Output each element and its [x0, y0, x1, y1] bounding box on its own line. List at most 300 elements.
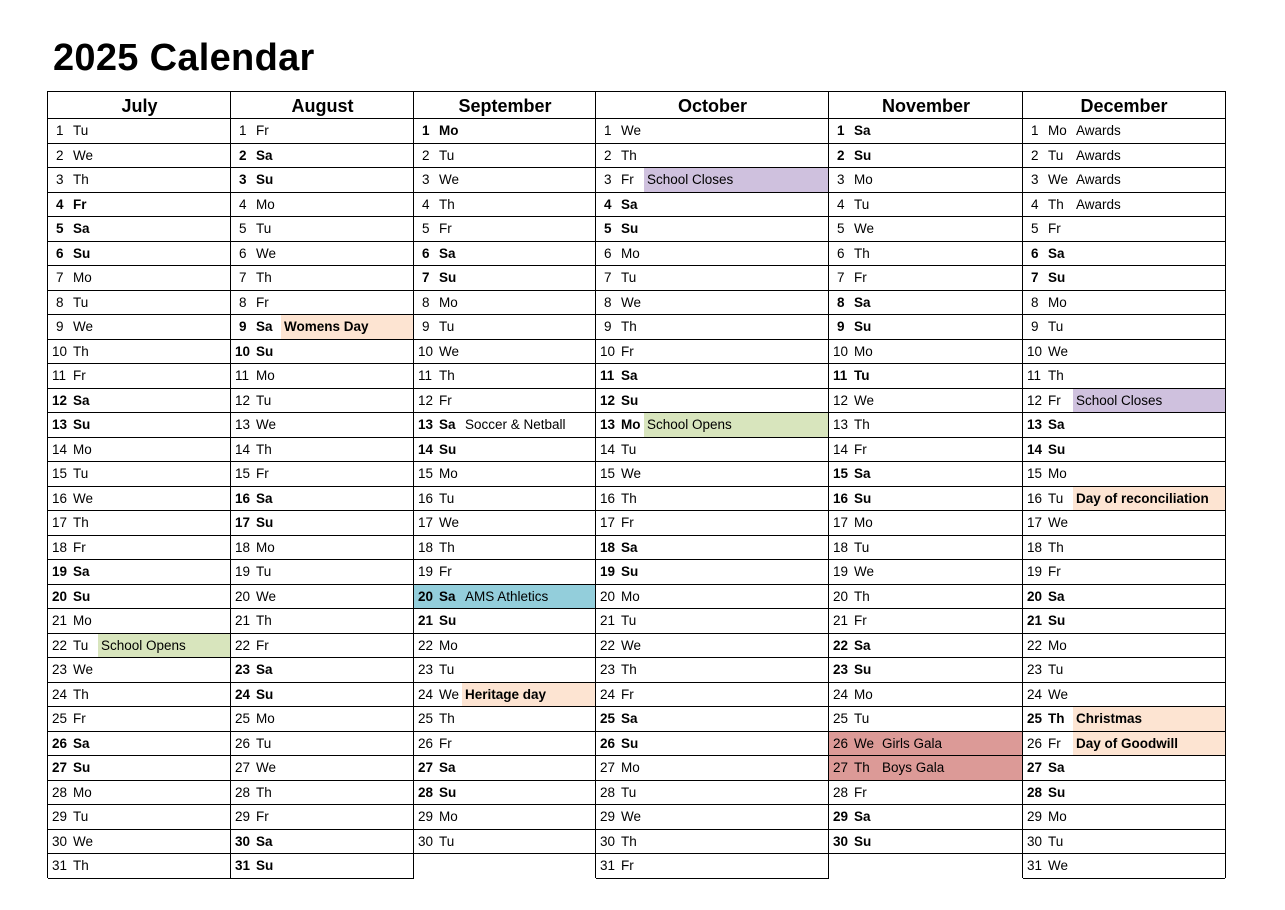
weekday-label: Th — [1048, 368, 1064, 383]
month-column-december — [1022, 91, 1226, 878]
event-label: Awards — [1076, 172, 1121, 187]
weekday-label: Fr — [256, 294, 269, 310]
day-cell — [48, 364, 231, 389]
day-number: 10 — [235, 343, 251, 359]
day-cell — [231, 658, 414, 683]
weekday-label: Su — [439, 784, 457, 800]
weekday-label: Su — [621, 564, 639, 579]
day-cell — [231, 340, 414, 365]
day-number: 23 — [52, 662, 68, 677]
day-cell — [231, 266, 414, 291]
weekday-label: Mo — [439, 294, 458, 310]
day-number: 16 — [1027, 490, 1043, 506]
day-cell — [1023, 536, 1225, 561]
day-number: 25 — [600, 711, 616, 726]
weekday-label: Fr — [439, 221, 452, 236]
weekday-label: Tu — [1048, 319, 1064, 334]
day-number: 19 — [418, 564, 434, 579]
day-cell — [1023, 315, 1225, 340]
day-cell — [1023, 364, 1225, 389]
day-cell — [48, 389, 231, 414]
day-number: 15 — [1027, 466, 1043, 481]
weekday-label: We — [854, 221, 875, 236]
weekday-label: Tu — [439, 319, 455, 334]
day-cell — [1023, 340, 1225, 365]
weekday-label: Sa — [854, 294, 871, 310]
day-number: 1 — [422, 123, 430, 138]
weekday-label: Mo — [1048, 809, 1067, 824]
event-label: Womens Day — [281, 315, 414, 339]
weekday-label: Sa — [854, 466, 871, 481]
weekday-label: Su — [256, 686, 274, 702]
day-cell — [231, 854, 414, 879]
weekday-label: Th — [854, 760, 870, 775]
day-cell — [1023, 634, 1225, 659]
day-cell — [829, 193, 1023, 218]
weekday-label: Fr — [1048, 735, 1061, 751]
day-cell — [829, 487, 1023, 512]
month-header: September — [414, 91, 596, 119]
weekday-label: Su — [621, 221, 639, 236]
day-number: 18 — [52, 539, 68, 555]
weekday-label: Tu — [854, 196, 870, 212]
day-number: 11 — [52, 368, 67, 383]
day-number: 25 — [418, 711, 434, 726]
day-cell — [48, 462, 231, 487]
day-number: 5 — [837, 221, 845, 236]
day-number: 23 — [418, 662, 434, 677]
day-number: 27 — [833, 760, 849, 775]
weekday-label: Tu — [439, 147, 455, 163]
day-number: 12 — [600, 392, 616, 408]
day-number: 17 — [1027, 515, 1043, 530]
weekday-label: Tu — [621, 784, 637, 800]
day-number: 18 — [833, 539, 849, 555]
weekday-label: Mo — [854, 172, 873, 187]
day-number: 24 — [418, 686, 434, 702]
day-cell — [414, 217, 596, 242]
day-number: 22 — [600, 637, 616, 653]
day-cell — [414, 438, 596, 463]
weekday-label: Mo — [621, 417, 641, 432]
weekday-label: Th — [256, 784, 272, 800]
day-cell — [829, 830, 1023, 855]
day-number: 2 — [56, 147, 64, 163]
day-cell — [48, 413, 231, 438]
day-cell — [829, 658, 1023, 683]
day-cell — [829, 438, 1023, 463]
day-cell — [48, 536, 231, 561]
day-number: 27 — [52, 760, 68, 775]
day-cell — [1023, 756, 1225, 781]
event-label: Boys Gala — [882, 760, 945, 775]
day-cell — [829, 756, 1023, 781]
day-number: 4 — [56, 196, 64, 212]
day-cell — [829, 634, 1023, 659]
day-cell — [829, 364, 1023, 389]
weekday-label: Mo — [256, 711, 275, 726]
day-cell — [414, 315, 596, 340]
day-cell — [1023, 266, 1225, 291]
day-cell — [829, 585, 1023, 610]
day-cell — [596, 242, 829, 267]
day-number: 4 — [604, 196, 612, 212]
day-number: 6 — [239, 245, 247, 261]
weekday-label: Su — [854, 147, 872, 163]
day-number: 20 — [600, 588, 616, 604]
weekday-label: Fr — [854, 441, 867, 457]
day-cell — [1023, 389, 1225, 414]
day-number: 12 — [833, 392, 849, 408]
weekday-label: We — [73, 147, 94, 163]
day-number: 11 — [235, 368, 250, 383]
day-cell — [596, 511, 829, 536]
weekday-label: Sa — [256, 662, 273, 677]
day-cell — [48, 756, 231, 781]
day-number: 3 — [1031, 172, 1039, 187]
day-cell — [596, 462, 829, 487]
day-cell — [829, 781, 1023, 806]
day-cell — [48, 315, 231, 340]
day-cell — [48, 511, 231, 536]
weekday-label: Su — [73, 588, 91, 604]
weekday-label: We — [439, 686, 460, 702]
day-cell — [596, 634, 829, 659]
weekday-label: We — [73, 490, 94, 506]
weekday-label: Tu — [854, 368, 870, 383]
day-number: 30 — [833, 833, 849, 849]
day-number: 23 — [235, 662, 251, 677]
weekday-label: Th — [1048, 539, 1064, 555]
day-number: 14 — [52, 441, 68, 457]
day-number: 22 — [833, 637, 849, 653]
day-cell — [48, 266, 231, 291]
day-number: 24 — [52, 686, 68, 702]
day-cell — [231, 217, 414, 242]
day-cell — [231, 438, 414, 463]
day-cell — [414, 266, 596, 291]
day-cell — [829, 683, 1023, 708]
weekday-label: We — [73, 833, 94, 849]
day-number: 4 — [1031, 196, 1039, 212]
day-cell — [596, 389, 829, 414]
day-number: 13 — [418, 417, 434, 432]
day-number: 8 — [1031, 294, 1039, 310]
day-cell — [414, 168, 596, 193]
weekday-label: Tu — [439, 833, 455, 849]
day-number: 14 — [418, 441, 434, 457]
day-number: 22 — [235, 637, 251, 653]
day-cell — [231, 756, 414, 781]
day-cell — [231, 585, 414, 610]
day-number: 27 — [235, 760, 251, 775]
day-number: 12 — [52, 392, 68, 408]
weekday-label: Su — [1048, 441, 1066, 457]
day-cell — [829, 242, 1023, 267]
weekday-label: Tu — [1048, 490, 1064, 506]
day-number: 23 — [833, 662, 849, 677]
weekday-label: Fr — [256, 809, 269, 824]
day-number: 21 — [418, 613, 434, 628]
day-number: 12 — [235, 392, 251, 408]
day-cell — [231, 536, 414, 561]
weekday-label: Mo — [1048, 466, 1067, 481]
day-cell — [48, 340, 231, 365]
day-cell — [48, 144, 231, 169]
page-title: 2025 Calendar — [53, 37, 315, 79]
day-number: 31 — [600, 858, 616, 873]
weekday-label: Th — [621, 490, 637, 506]
day-number: 8 — [604, 294, 612, 310]
day-number: 10 — [600, 343, 616, 359]
weekday-label: Mo — [256, 196, 275, 212]
day-number: 16 — [418, 490, 434, 506]
day-cell — [596, 291, 829, 316]
day-number: 25 — [833, 711, 849, 726]
weekday-label: Su — [73, 760, 91, 775]
day-cell — [414, 144, 596, 169]
day-number: 24 — [235, 686, 251, 702]
day-cell — [231, 560, 414, 585]
day-number: 12 — [1027, 392, 1043, 408]
weekday-label: Tu — [73, 466, 89, 481]
day-number: 18 — [418, 539, 434, 555]
day-cell — [414, 830, 596, 855]
day-cell — [48, 560, 231, 585]
weekday-label: Su — [854, 833, 872, 849]
day-cell — [1023, 781, 1225, 806]
event-label: Awards — [1076, 147, 1121, 163]
day-number: 26 — [235, 735, 251, 751]
day-number: 16 — [600, 490, 616, 506]
weekday-label: Su — [1048, 613, 1066, 628]
weekday-label: Mo — [73, 270, 92, 285]
day-cell — [414, 732, 596, 757]
day-number: 16 — [52, 490, 68, 506]
day-cell — [231, 364, 414, 389]
day-number: 28 — [1027, 784, 1043, 800]
weekday-label: Su — [1048, 270, 1066, 285]
weekday-label: Fr — [621, 515, 634, 530]
day-number: 1 — [1031, 123, 1039, 138]
day-number: 30 — [52, 833, 68, 849]
day-cell — [231, 119, 414, 144]
day-cell — [414, 658, 596, 683]
weekday-label: We — [73, 662, 94, 677]
weekday-label: Tu — [73, 123, 89, 138]
day-cell — [596, 609, 829, 634]
event-label: School Opens — [644, 413, 829, 437]
day-cell — [829, 144, 1023, 169]
day-cell — [48, 707, 231, 732]
day-number: 2 — [239, 147, 247, 163]
weekday-label: Mo — [621, 245, 640, 261]
day-cell — [231, 413, 414, 438]
day-number: 6 — [1031, 245, 1039, 261]
day-cell — [596, 658, 829, 683]
day-number: 29 — [833, 809, 849, 824]
weekday-label: We — [1048, 515, 1069, 530]
day-number: 26 — [52, 735, 68, 751]
weekday-label: Sa — [73, 221, 90, 236]
weekday-label: We — [854, 735, 875, 751]
weekday-label: Sa — [439, 760, 456, 775]
day-number: 9 — [837, 319, 845, 334]
day-cell — [1023, 119, 1225, 144]
day-number: 5 — [1031, 221, 1039, 236]
day-number: 9 — [604, 319, 612, 334]
day-cell — [414, 389, 596, 414]
weekday-label: Tu — [621, 441, 637, 457]
weekday-label: Su — [854, 490, 872, 506]
weekday-label: Tu — [854, 539, 870, 555]
day-cell — [829, 315, 1023, 340]
empty-day-cell — [414, 854, 596, 879]
day-cell — [596, 756, 829, 781]
day-cell — [1023, 560, 1225, 585]
day-cell — [1023, 609, 1225, 634]
day-cell — [596, 830, 829, 855]
day-cell — [1023, 683, 1225, 708]
day-cell — [1023, 585, 1225, 610]
day-number: 2 — [422, 147, 430, 163]
weekday-label: Th — [621, 662, 637, 677]
day-cell — [596, 364, 829, 389]
weekday-label: Tu — [621, 613, 637, 628]
day-number: 30 — [235, 833, 251, 849]
weekday-label: We — [439, 515, 460, 530]
day-number: 23 — [1027, 662, 1043, 677]
weekday-label: Tu — [256, 564, 272, 579]
day-number: 2 — [837, 147, 845, 163]
weekday-label: Su — [256, 343, 274, 359]
day-number: 18 — [600, 539, 616, 555]
weekday-label: Mo — [1048, 123, 1067, 138]
day-number: 14 — [235, 441, 251, 457]
weekday-label: Su — [73, 245, 91, 261]
day-cell — [231, 389, 414, 414]
weekday-label: We — [621, 294, 642, 310]
day-cell — [829, 536, 1023, 561]
weekday-label: Th — [256, 441, 272, 457]
weekday-label: Th — [439, 196, 455, 212]
weekday-label: Th — [439, 539, 455, 555]
day-number: 4 — [422, 196, 430, 212]
day-cell — [414, 585, 596, 610]
day-cell — [414, 242, 596, 267]
day-cell — [48, 634, 231, 659]
day-cell — [596, 144, 829, 169]
weekday-label: Fr — [621, 686, 634, 702]
day-cell — [1023, 462, 1225, 487]
weekday-label: Su — [854, 662, 872, 677]
weekday-label: We — [439, 343, 460, 359]
day-cell — [829, 707, 1023, 732]
day-cell — [414, 364, 596, 389]
day-number: 19 — [52, 564, 68, 579]
day-cell — [414, 462, 596, 487]
day-number: 17 — [833, 515, 849, 530]
weekday-label: Sa — [73, 564, 90, 579]
day-number: 28 — [600, 784, 616, 800]
day-number: 17 — [52, 515, 68, 530]
weekday-label: We — [256, 760, 277, 775]
weekday-label: Mo — [621, 760, 640, 775]
day-cell — [1023, 413, 1225, 438]
day-cell — [829, 168, 1023, 193]
day-number: 21 — [600, 613, 616, 628]
weekday-label: Mo — [256, 368, 275, 383]
day-number: 9 — [1031, 319, 1039, 334]
day-cell — [414, 340, 596, 365]
day-number: 7 — [56, 270, 64, 285]
day-number: 20 — [1027, 588, 1043, 604]
weekday-label: We — [621, 466, 642, 481]
day-cell — [231, 830, 414, 855]
day-number: 28 — [235, 784, 251, 800]
day-number: 9 — [56, 319, 64, 334]
weekday-label: Tu — [256, 735, 272, 751]
weekday-label: We — [621, 637, 642, 653]
day-number: 13 — [52, 417, 68, 432]
day-cell — [1023, 168, 1225, 193]
day-number: 9 — [422, 319, 430, 334]
weekday-label: Su — [854, 319, 872, 334]
day-cell — [1023, 217, 1225, 242]
weekday-label: Sa — [854, 123, 871, 138]
day-cell — [596, 781, 829, 806]
day-cell — [1023, 511, 1225, 536]
weekday-label: Th — [73, 343, 89, 359]
weekday-label: Fr — [621, 858, 634, 873]
day-cell — [596, 707, 829, 732]
day-number: 13 — [235, 417, 251, 432]
day-cell — [596, 805, 829, 830]
day-cell — [596, 438, 829, 463]
day-cell — [414, 413, 596, 438]
weekday-label: Fr — [1048, 392, 1061, 408]
day-cell — [48, 658, 231, 683]
weekday-label: Tu — [854, 711, 870, 726]
day-number: 16 — [235, 490, 251, 506]
day-cell — [596, 732, 829, 757]
day-cell — [596, 217, 829, 242]
weekday-label: Tu — [1048, 662, 1064, 677]
month-column-october — [595, 91, 829, 878]
month-header: August — [231, 91, 414, 119]
event-label: Day of reconciliation — [1073, 487, 1225, 511]
empty-day-cell — [829, 854, 1023, 879]
weekday-label: Mo — [73, 613, 92, 628]
day-cell — [829, 340, 1023, 365]
day-number: 7 — [422, 270, 430, 285]
day-number: 27 — [600, 760, 616, 775]
day-cell — [231, 242, 414, 267]
weekday-label: We — [1048, 686, 1069, 702]
day-cell — [231, 609, 414, 634]
weekday-label: Mo — [854, 343, 873, 359]
month-header: July — [48, 91, 231, 119]
weekday-label: Sa — [854, 637, 871, 653]
day-cell — [231, 193, 414, 218]
day-cell — [231, 462, 414, 487]
day-cell — [596, 193, 829, 218]
day-cell — [1023, 732, 1225, 757]
day-number: 29 — [235, 809, 251, 824]
day-cell — [596, 560, 829, 585]
day-number: 2 — [1031, 147, 1039, 163]
day-number: 18 — [1027, 539, 1043, 555]
